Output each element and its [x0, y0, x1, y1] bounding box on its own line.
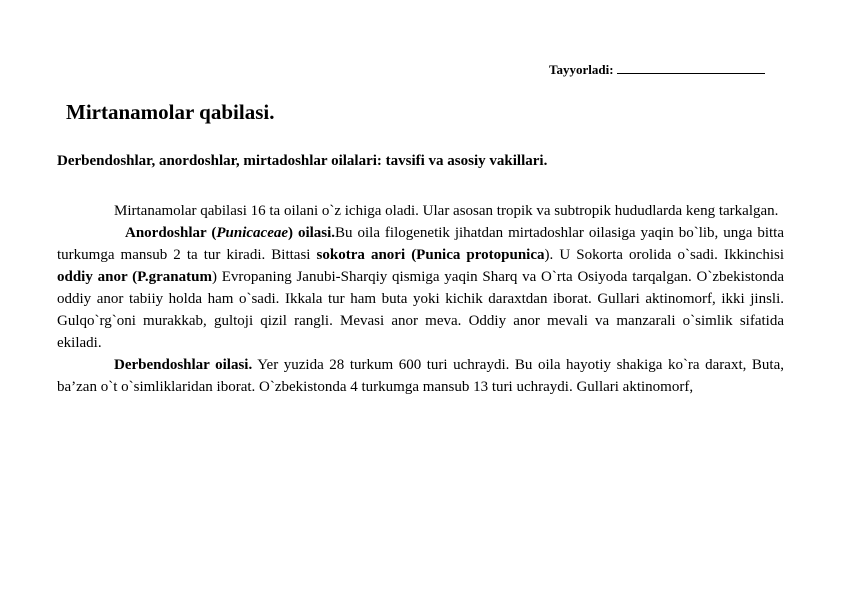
sokotra-anori-term: sokotra anori (Punica protopunica: [316, 247, 545, 263]
paragraph-anordoshlar: [57, 222, 784, 354]
derbendoshlar-heading: Derbendoshlar oilasi.: [114, 357, 253, 373]
prepared-by-label: Tayyorladi:: [549, 62, 614, 77]
prepared-by-field: [549, 61, 765, 78]
paragraph-intro: Mirtanamolar qabilasi 16 ta oilani o`z ichiga oladi. Ular asosan tropik va subtropik hududlarda keng tarkalgan.: [114, 203, 779, 219]
anordoshlar-latin-name: Punicaceae: [216, 225, 289, 241]
anordoshlar-text-2: ). U Sokorta orolida o`sadi. Ikkinchisi: [544, 247, 784, 263]
derbendoshlar-text: Yer yuzida 28 turkum 600 turi uchraydi. Bu oila hayotiy shakiga ko`ra daraxt, Buta, ba’zan o`t o`simliklaridan iborat. O`zbekistonda 4 turkumga mansub 13 turi uchraydi. Gullari aktinomorf,: [57, 357, 784, 395]
anordoshlar-heading-start: Anordoshlar (: [125, 225, 217, 241]
document-subtitle: Derbendoshlar, anordoshlar, mirtadoshlar oilalari: tavsifi va asosiy vakillari.: [57, 153, 548, 169]
prepared-by-blank-line: [617, 61, 765, 74]
document-body: [57, 200, 784, 398]
document-title: Mirtanamolar qabilasi.: [66, 100, 275, 124]
anordoshlar-text-3: ) Evropaning Janubi-Sharqiy qismiga yaqin Sharq va O`rta Osiyoda tarqalgan. O`zbekistonda oddiy anor tabiiy holda ham o`sadi. Ikkala tur ham buta yoki kichik daraxtdan iborat. Gullari aktinomorf, ikki jinsli. Gulqo`rg`oni murakkab, gultoji qizil rangli. Mevasi anor meva. Oddiy anor mevali va manzarali o`simlik sifatida ekiladi.: [57, 269, 784, 351]
anordoshlar-heading-end: ) oilasi.: [288, 225, 336, 241]
oddiy-anor-term: oddiy anor (P.granatum: [57, 269, 212, 285]
anordoshlar-text-1: Bu oila filogenetik jihatdan mirtadoshlar oilasiga yaqin bo`lib, unga bitta turkumga mansub 2 ta tur kiradi. Bittasi: [57, 225, 784, 263]
paragraph-derbendoshlar: [57, 354, 784, 398]
